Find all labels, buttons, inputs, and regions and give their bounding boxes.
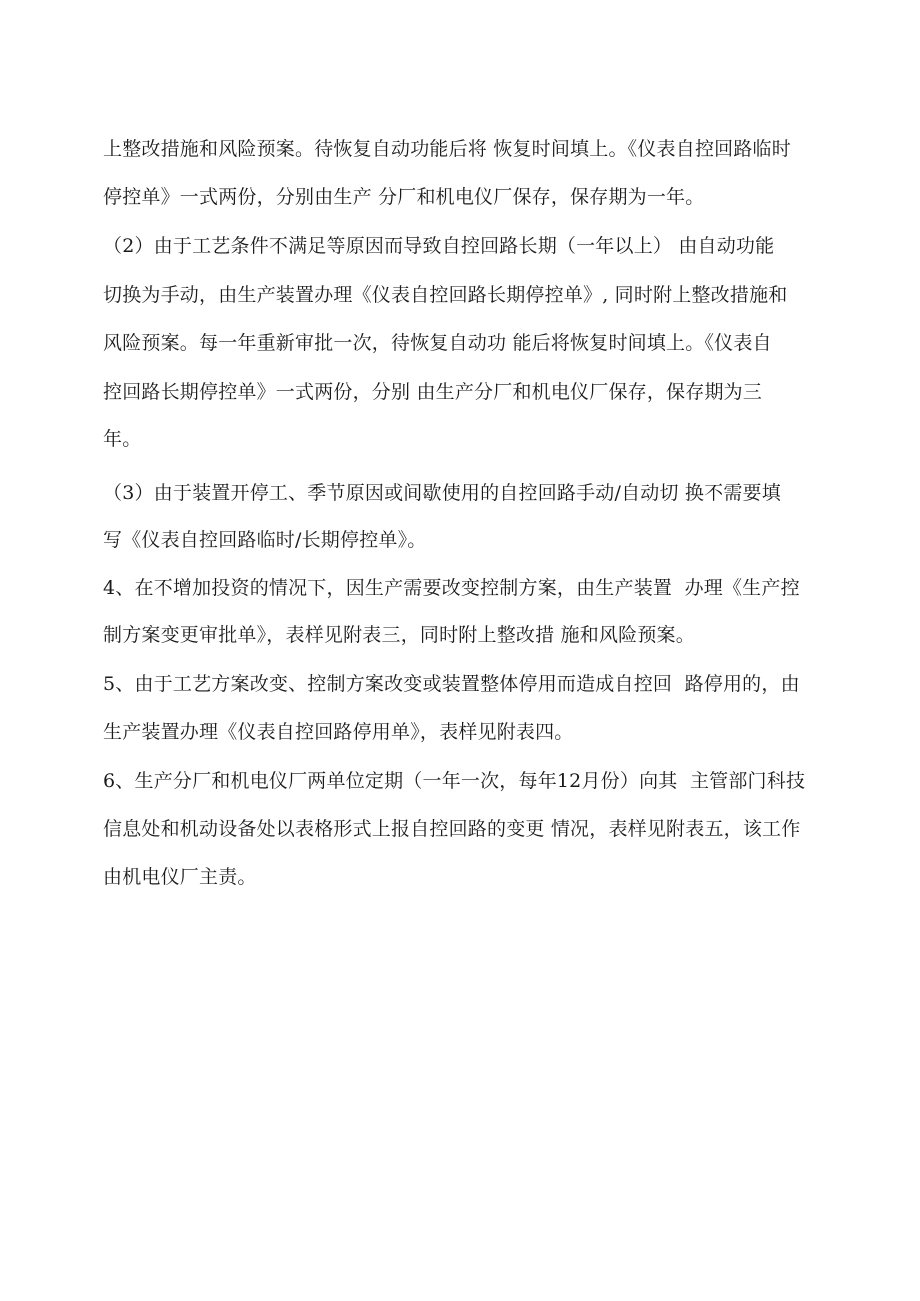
paragraph-6-line-3: 由机电仪厂主责。 [103, 866, 257, 888]
paragraph-2-line-3: 风险预案。每一年重新审批一次，待恢复自动功 能后将恢复时间填上。《仪表自 [103, 332, 772, 354]
paragraph-6-line-1: 6、生产分厂和机电仪厂两单位定期（一年一次，每年12月份）向其 主管部门科技 [103, 770, 806, 792]
paragraph-5-line-1: 5、由于工艺方案改变、控制方案改变或装置整体停用而造成自控回 路停用的，由 [103, 673, 800, 695]
paragraph-2-line-1: （2）由于工艺条件不满足等原因而导致自控回路长期（一年以上） 由自动功能 [103, 235, 775, 257]
paragraph-2-line-2: 切换为手动，由生产装置办理《仪表自控回路长期停控单》, 同时附上整改措施和 [103, 284, 788, 306]
paragraph-6-line-2: 信息处和机动设备处以表格形式上报自控回路的变更 情况，表样见附表五，该工作 [103, 818, 801, 840]
paragraph-4-line-2: 制方案变更审批单》，表样见附表三，同时附上整改措 施和风险预案。 [103, 624, 695, 646]
paragraph-1-line-1: 上整改措施和风险预案。待恢复自动功能后将 恢复时间填上。《仪表自控回路临时 [103, 138, 791, 160]
paragraph-1-line-2: 停控单》一式两份，分别由生产 分厂和机电仪厂保存，保存期为一年。 [103, 186, 705, 208]
paragraph-4-line-1: 4、在不增加投资的情况下，因生产需要改变控制方案，由生产装置 办理《生产控 [103, 577, 800, 599]
paragraph-2-line-5: 年。 [103, 428, 142, 450]
paragraph-2-line-4: 控回路长期停控单》一式两份，分别 由生产分厂和机电仪厂保存，保存期为三 [103, 381, 763, 403]
paragraph-3-line-2: 写《仪表自控回路临时/长期停控单》。 [103, 529, 427, 551]
paragraph-5-line-2: 生产装置办理《仪表自控回路停用单》，表样见附表四。 [103, 721, 574, 743]
paragraph-3-line-1: （3）由于装置开停工、季节原因或间歇使用的自控回路手动/自动切 换不需要填 [103, 482, 781, 504]
